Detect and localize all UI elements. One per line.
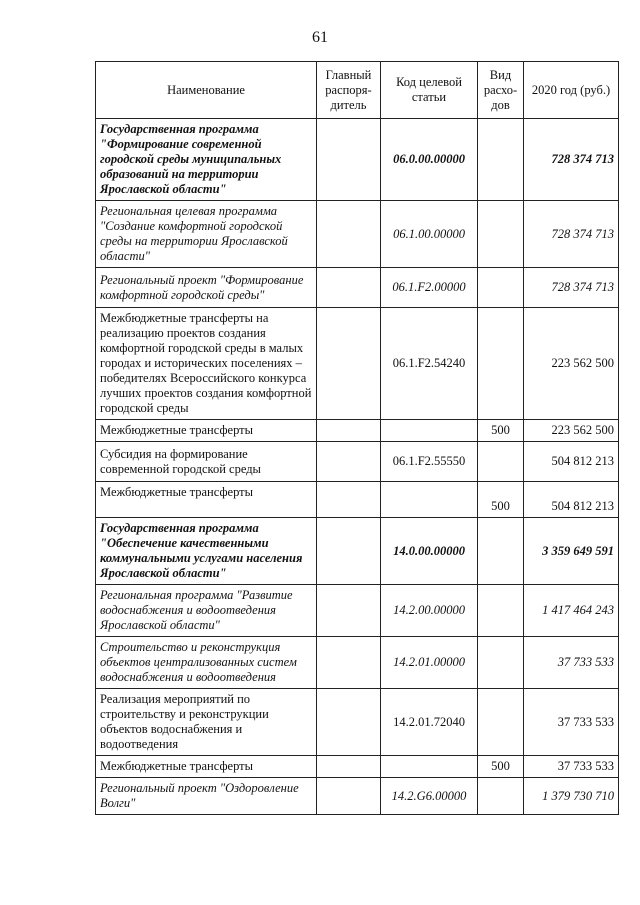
cell-type <box>478 518 524 585</box>
header-manager: Главный распоря-дитель <box>317 62 381 119</box>
cell-amount: 223 562 500 <box>524 420 619 442</box>
table-row <box>96 482 619 518</box>
cell-amount: 37 733 533 <box>524 756 619 778</box>
cell-type <box>478 442 524 482</box>
cell-code: 14.2.G6.00000 <box>381 778 478 815</box>
cell-name: Межбюджетные трансферты на реализацию проектов создания комфортной городской среды в малых городах и исторических поселениях – победителях Всероссийского конкурса лучших проектов создания комфортной городской среды <box>96 308 317 420</box>
page-number: 61 <box>312 29 328 46</box>
cell-name: Реализация мероприятий по строительству и реконструкции объектов водоснабжения и водоотведения <box>96 689 317 756</box>
cell-manager <box>317 637 381 689</box>
cell-type: 500 <box>478 756 524 778</box>
table-row <box>96 756 619 778</box>
cell-name: Региональный проект "Оздоровление Волги" <box>96 778 317 815</box>
cell-manager <box>317 308 381 420</box>
cell-code <box>381 756 478 778</box>
cell-manager <box>317 585 381 637</box>
cell-type <box>478 585 524 637</box>
cell-amount: 3 359 649 591 <box>524 518 619 585</box>
cell-amount: 223 562 500 <box>524 308 619 420</box>
cell-manager <box>317 442 381 482</box>
cell-manager <box>317 778 381 815</box>
cell-type <box>478 308 524 420</box>
cell-name: Межбюджетные трансферты <box>96 482 317 518</box>
cell-amount: 504 812 213 <box>524 442 619 482</box>
cell-manager <box>317 201 381 268</box>
cell-manager <box>317 689 381 756</box>
cell-name: Региональная программа "Развитие водоснабжения и водоотведения Ярославской области" <box>96 585 317 637</box>
cell-amount: 728 374 713 <box>524 268 619 308</box>
table-row <box>96 268 619 308</box>
cell-code: 06.1.F2.54240 <box>381 308 478 420</box>
cell-type <box>478 778 524 815</box>
table-header-row <box>96 62 619 119</box>
header-name: Наименование <box>96 62 317 119</box>
cell-code: 06.1.00.00000 <box>381 201 478 268</box>
table-body <box>96 119 619 815</box>
cell-type: 500 <box>478 420 524 442</box>
table-row <box>96 778 619 815</box>
cell-code: 06.0.00.00000 <box>381 119 478 201</box>
table-row <box>96 420 619 442</box>
table-row <box>96 119 619 201</box>
budget-table <box>95 61 619 815</box>
cell-amount: 728 374 713 <box>524 201 619 268</box>
cell-code: 14.2.01.00000 <box>381 637 478 689</box>
header-code: Код целевой статьи <box>381 62 478 119</box>
cell-code <box>381 482 478 518</box>
cell-type <box>478 637 524 689</box>
cell-code <box>381 420 478 442</box>
cell-name: Межбюджетные трансферты <box>96 420 317 442</box>
cell-manager <box>317 518 381 585</box>
header-type: Вид расхо-дов <box>478 62 524 119</box>
cell-name: Региональная целевая программа "Создание комфортной городской среды на территории Ярославской области" <box>96 201 317 268</box>
cell-code: 06.1.F2.00000 <box>381 268 478 308</box>
cell-type <box>478 201 524 268</box>
cell-code: 14.2.00.00000 <box>381 585 478 637</box>
cell-name: Субсидия на формирование современной городской среды <box>96 442 317 482</box>
cell-amount: 504 812 213 <box>524 482 619 518</box>
cell-manager <box>317 420 381 442</box>
cell-code: 06.1.F2.55550 <box>381 442 478 482</box>
cell-manager <box>317 268 381 308</box>
cell-amount: 1 379 730 710 <box>524 778 619 815</box>
table-row <box>96 585 619 637</box>
cell-type <box>478 119 524 201</box>
table-row <box>96 308 619 420</box>
cell-name: Государственная программа "Формирование современной городской среды муниципальных образований на территории Ярославской области" <box>96 119 317 201</box>
cell-amount: 37 733 533 <box>524 637 619 689</box>
cell-code: 14.2.01.72040 <box>381 689 478 756</box>
table-row <box>96 442 619 482</box>
cell-amount: 1 417 464 243 <box>524 585 619 637</box>
cell-type <box>478 689 524 756</box>
table-row <box>96 518 619 585</box>
cell-name: Региональный проект "Формирование комфортной городской среды" <box>96 268 317 308</box>
table-row <box>96 637 619 689</box>
cell-amount: 728 374 713 <box>524 119 619 201</box>
cell-manager <box>317 119 381 201</box>
cell-name: Строительство и реконструкция объектов централизованных систем водоснабжения и водоотведения <box>96 637 317 689</box>
cell-manager <box>317 482 381 518</box>
cell-name: Государственная программа "Обеспечение качественными коммунальными услугами населения Ярославской области" <box>96 518 317 585</box>
cell-name: Межбюджетные трансферты <box>96 756 317 778</box>
cell-manager <box>317 756 381 778</box>
table-row <box>96 689 619 756</box>
header-amount: 2020 год (руб.) <box>524 62 619 119</box>
cell-amount: 37 733 533 <box>524 689 619 756</box>
table-row <box>96 201 619 268</box>
cell-type: 500 <box>478 482 524 518</box>
cell-code: 14.0.00.00000 <box>381 518 478 585</box>
cell-type <box>478 268 524 308</box>
